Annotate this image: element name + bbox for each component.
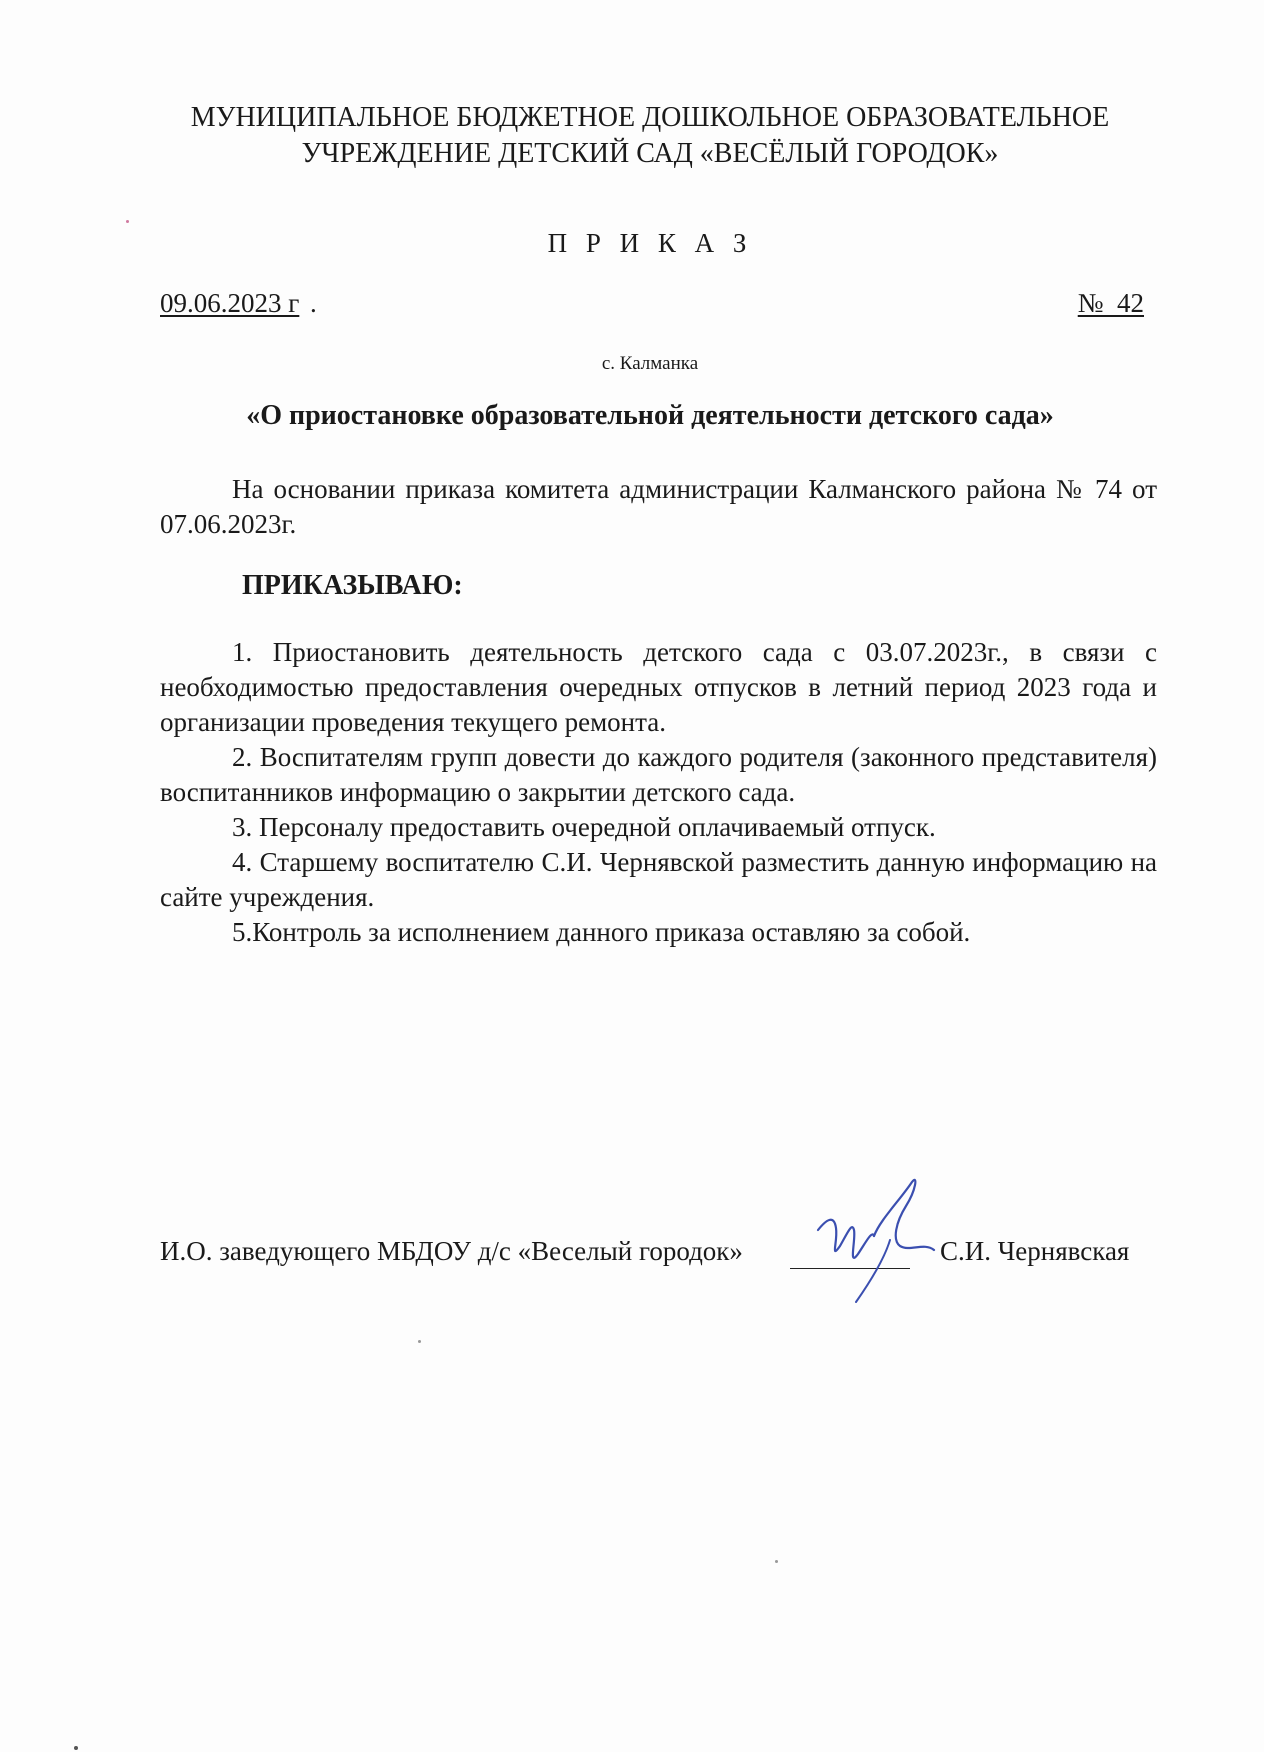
order-title: П Р И К А З xyxy=(547,228,753,258)
order-item-5: 5.Контроль за исполнением данного приказа оставляю за собой. xyxy=(232,917,971,947)
order-number: № 42 xyxy=(1077,288,1144,318)
order-item-2: 2. Воспитателям групп довести до каждого родителя (законного представителя) воспитанников информацию о закрытии детского сада. xyxy=(160,742,1157,807)
signer-name: С.И. Чернявская xyxy=(940,1236,1130,1266)
order-basis: На основании приказа комитета администрации Калманского района № 74 от 07.06.2023г. xyxy=(160,474,1157,539)
organization-line-2: УЧРЕЖДЕНИЕ ДЕТСКИЙ САД «ВЕСЁЛЫЙ ГОРОДОК» xyxy=(301,138,999,169)
organization-name xyxy=(150,100,1150,172)
order-item-4: 4. Старшему воспитателю С.И. Чернявской разместить данную информацию на сайте учреждения. xyxy=(160,847,1157,912)
order-date: 09.06.2023 г xyxy=(160,288,300,318)
organization-line-1: МУНИЦИПАЛЬНОЕ БЮДЖЕТНОЕ ДОШКОЛЬНОЕ ОБРАЗОВАТЕЛЬНОЕ xyxy=(190,102,1110,133)
scan-speck xyxy=(126,220,129,223)
scan-speck xyxy=(775,1560,778,1563)
order-items xyxy=(160,635,1157,950)
order-subject: «О приостановке образовательной деятельности детского сада» xyxy=(246,400,1054,431)
scan-speck xyxy=(74,1746,78,1750)
signature-stroke-1 xyxy=(818,1220,874,1258)
signature-line xyxy=(160,1236,1160,1276)
handwritten-signature xyxy=(800,1170,960,1310)
order-directive-heading: ПРИКАЗЫВАЮ: xyxy=(242,570,463,601)
signer-role: И.О. заведующего МБДОУ д/с «Веселый городок» xyxy=(160,1236,743,1266)
signature-stroke-2 xyxy=(874,1180,934,1250)
order-date-dot: . xyxy=(310,288,317,318)
scan-speck xyxy=(418,1340,421,1343)
order-item-1: 1. Приостановить деятельность детского сада с 03.07.2023г., в связи с необходимостью предоставления очередных отпусков в летний период 2023 года и организации проведения текущего ремонта. xyxy=(160,637,1157,737)
order-place: с. Калманка xyxy=(601,353,699,374)
order-item-3: 3. Персоналу предоставить очередной оплачиваемый отпуск. xyxy=(232,812,936,842)
